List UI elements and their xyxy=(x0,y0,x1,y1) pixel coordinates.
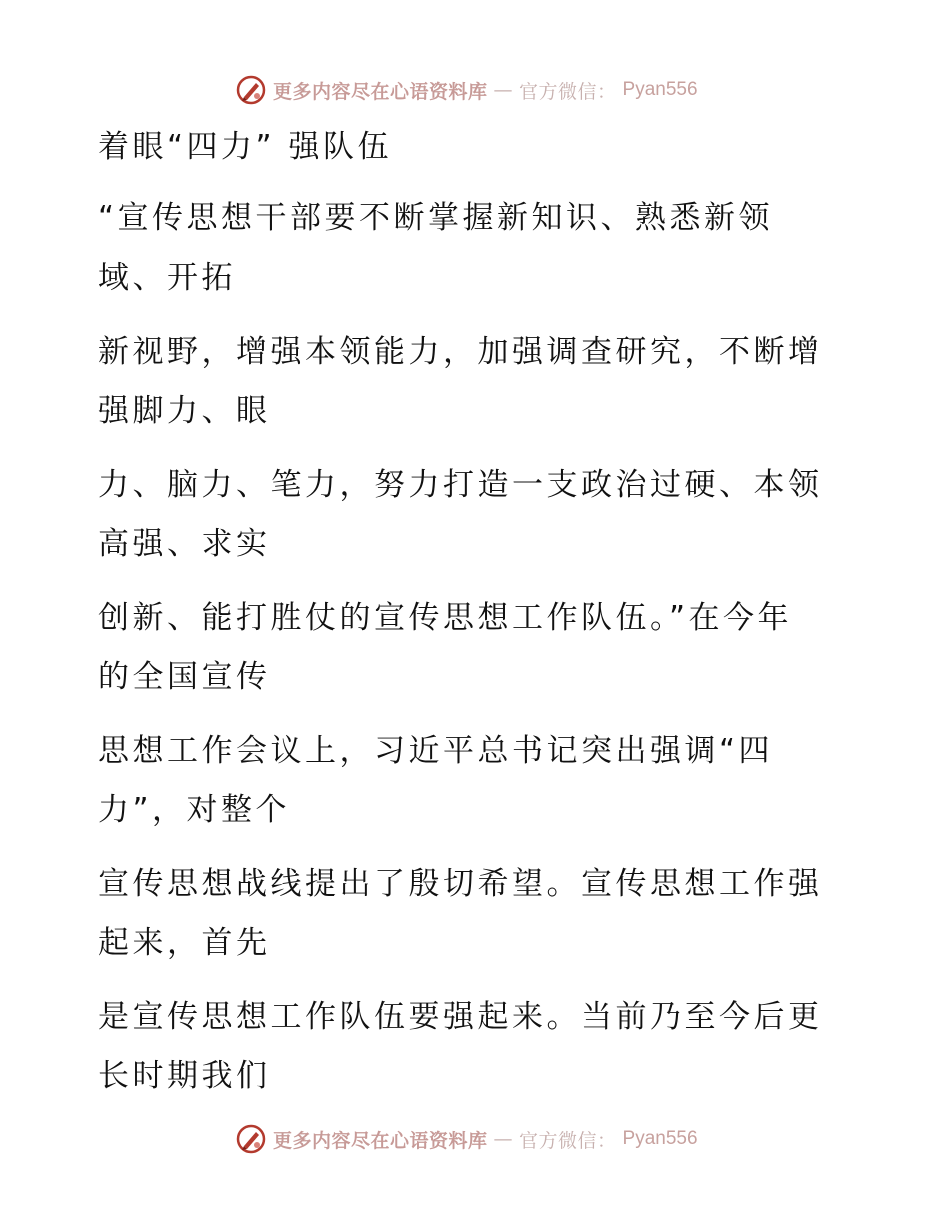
watermark-wechat-id: Pyan556 xyxy=(622,1128,698,1149)
watermark-wechat-id: Pyan556 xyxy=(622,79,698,100)
paragraph-line: 新视野，增强本领能力，加强调查研究，不断增 xyxy=(98,334,823,370)
paragraph-line: 力、脑力、笔力，努力打造一支政治过硬、本领 xyxy=(98,467,823,503)
watermark-dash: — xyxy=(493,1128,514,1150)
watermark-text: 更多内容尽在心语资料库 xyxy=(273,80,488,103)
paragraph-line: 的全国宣传 xyxy=(98,659,271,695)
watermark-text: 更多内容尽在心语资料库 xyxy=(273,1129,488,1152)
paragraph-line: 宣传思想战线提出了殷切希望。宣传思想工作强 xyxy=(98,866,823,902)
paragraph-line: 域、开拓 xyxy=(98,260,236,296)
watermark-wechat-label: 官方微信： xyxy=(519,1129,617,1152)
paragraph-line: 思想工作会议上，习近平总书记突出强调“四 xyxy=(98,733,774,769)
pen-logo-icon xyxy=(235,1123,267,1155)
paragraph-line: 是宣传思想工作队伍要强起来。当前乃至今后更 xyxy=(98,999,823,1035)
paragraph-line: 高强、求实 xyxy=(98,526,271,562)
pen-logo-icon xyxy=(235,74,267,106)
paragraph-line: “宣传思想干部要不断掌握新知识、熟悉新领 xyxy=(98,200,774,236)
header-watermark xyxy=(235,73,698,107)
paragraph-line: 起来，首先 xyxy=(98,925,271,961)
watermark-dash: — xyxy=(493,79,514,101)
paragraph-line: 长时期我们 xyxy=(98,1058,271,1094)
paragraph-line: 强脚力、眼 xyxy=(98,393,271,429)
paragraph-line: 力”，对整个 xyxy=(98,792,291,828)
watermark-wechat-label: 官方微信： xyxy=(519,80,617,103)
document-title: 着眼“四力” 强队伍 xyxy=(98,129,392,165)
footer-watermark xyxy=(235,1122,698,1156)
paragraph-line: 创新、能打胜仗的宣传思想工作队伍。”在今年 xyxy=(98,600,793,636)
